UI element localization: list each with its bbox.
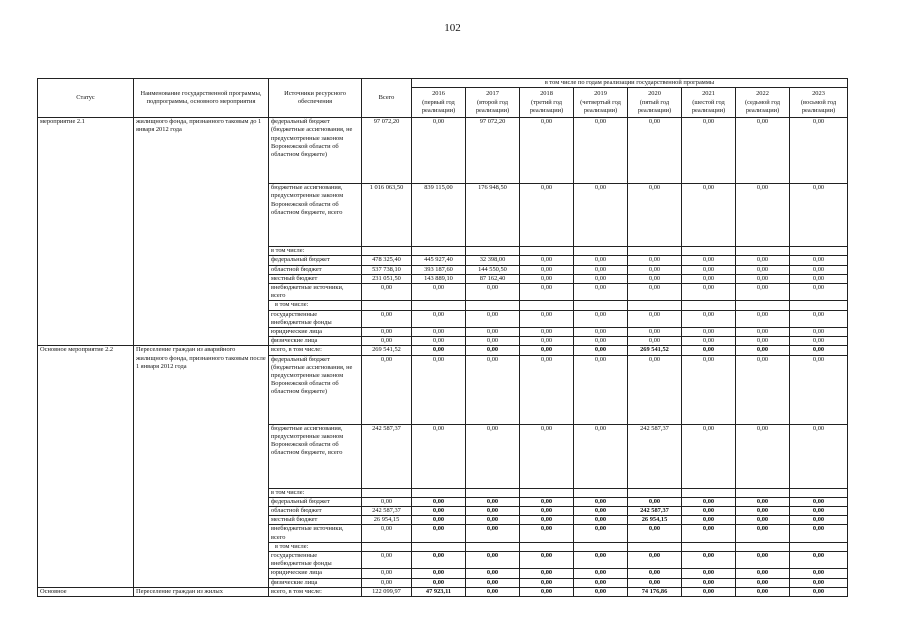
cell-year-2019: 0,00 (574, 525, 628, 542)
cell-year-2016: 839 115,00 (412, 184, 466, 247)
cell-total: 122 099,97 (362, 587, 412, 596)
cell-year-2020: 0,00 (628, 337, 682, 346)
source-label: федеральный бюджет (269, 256, 362, 265)
header-year-label: 2018 (540, 90, 553, 98)
header-year-2017 (466, 88, 520, 118)
cell-year-2016: 0,00 (412, 328, 466, 337)
cell-year-2017: 0,00 (466, 587, 520, 596)
source-label: государственные внебюджетные фонды (269, 552, 362, 569)
header-year-sub: (пятый год реализации) (637, 98, 672, 114)
cell-year-2017: 87 162,40 (466, 274, 520, 283)
source-label: местный бюджет (269, 274, 362, 283)
cell-year-2018: 0,00 (520, 284, 574, 301)
cell-year-2021: 0,00 (682, 587, 736, 596)
header-year-label: 2017 (486, 90, 499, 98)
cell-year-2023: 0,00 (790, 507, 848, 516)
cell-total: 0,00 (362, 497, 412, 506)
cell-year-2016: 445 927,40 (412, 256, 466, 265)
cell-year-2019: 0,00 (574, 265, 628, 274)
cell-year-2017: 176 948,50 (466, 184, 520, 247)
cell-year-2023: 0,00 (790, 274, 848, 283)
cell-year-2018 (520, 301, 574, 310)
source-label: областной бюджет (269, 265, 362, 274)
cell-year-2019: 0,00 (574, 310, 628, 327)
header-year-sub: (третий год реализации) (529, 98, 564, 114)
cell-year-2017: 0,00 (466, 328, 520, 337)
header-year-2018 (520, 88, 574, 118)
cell-total: 478 325,40 (362, 256, 412, 265)
cell-total: 0,00 (362, 569, 412, 578)
cell-year-2020: 242 587,37 (628, 507, 682, 516)
cell-year-2021: 0,00 (682, 310, 736, 327)
cell-year-2020: 74 176,86 (628, 587, 682, 596)
cell-year-2021: 0,00 (682, 424, 736, 488)
cell-year-2021: 0,00 (682, 497, 736, 506)
cell-year-2023: 0,00 (790, 569, 848, 578)
cell-total (362, 247, 412, 256)
cell-year-2018: 0,00 (520, 355, 574, 424)
cell-year-2022: 0,00 (736, 507, 790, 516)
cell-year-2020: 0,00 (628, 118, 682, 184)
cell-total: 242 587,37 (362, 507, 412, 516)
cell-year-2017: 0,00 (466, 552, 520, 569)
cell-total (362, 488, 412, 497)
cell-year-2020 (628, 301, 682, 310)
cell-year-2016: 0,00 (412, 284, 466, 301)
cell-year-2017 (466, 247, 520, 256)
cell-year-2017: 0,00 (466, 569, 520, 578)
source-label: в том числе: (269, 247, 362, 256)
source-label: бюджетные ассигнования, предусмотренные законом Воронежской области об областном бюджете, всего (269, 424, 362, 488)
cell-year-2023 (790, 542, 848, 551)
cell-year-2019: 0,00 (574, 256, 628, 265)
header-years-group: в том числе по годам реализации государственной программы (412, 79, 848, 88)
cell-year-2022: 0,00 (736, 337, 790, 346)
cell-year-2022: 0,00 (736, 284, 790, 301)
cell-year-2019: 0,00 (574, 497, 628, 506)
cell-year-2017: 0,00 (466, 346, 520, 355)
cell-year-2018: 0,00 (520, 569, 574, 578)
cell-year-2016: 0,00 (412, 337, 466, 346)
cell-year-2019: 0,00 (574, 118, 628, 184)
cell-year-2016: 0,00 (412, 355, 466, 424)
cell-year-2022: 0,00 (736, 578, 790, 587)
cell-year-2023: 0,00 (790, 118, 848, 184)
row-status: Основное мероприятие 2.2 (38, 346, 134, 587)
page-number: 102 (444, 22, 461, 34)
header-year-sub: (второй год реализации) (475, 98, 510, 114)
cell-year-2021: 0,00 (682, 516, 736, 525)
source-label: областной бюджет (269, 507, 362, 516)
cell-year-2019: 0,00 (574, 328, 628, 337)
cell-year-2019: 0,00 (574, 337, 628, 346)
cell-year-2018: 0,00 (520, 337, 574, 346)
cell-year-2019: 0,00 (574, 424, 628, 488)
header-year-2021 (682, 88, 736, 118)
cell-year-2021: 0,00 (682, 328, 736, 337)
cell-year-2023: 0,00 (790, 516, 848, 525)
cell-year-2020 (628, 488, 682, 497)
source-label: бюджетные ассигнования, предусмотренные законом Воронежской области об областном бюджете, всего (269, 184, 362, 247)
cell-year-2019: 0,00 (574, 578, 628, 587)
header-year-sub: (восьмой год реализации) (800, 98, 837, 114)
table-row (38, 118, 848, 184)
cell-total: 231 051,50 (362, 274, 412, 283)
cell-year-2023: 0,00 (790, 337, 848, 346)
cell-year-2022 (736, 247, 790, 256)
cell-year-2018: 0,00 (520, 507, 574, 516)
cell-total: 0,00 (362, 310, 412, 327)
cell-year-2016: 0,00 (412, 569, 466, 578)
source-label: всего, в том числе: (269, 587, 362, 596)
cell-year-2021: 0,00 (682, 569, 736, 578)
table-row (38, 346, 848, 355)
cell-year-2019: 0,00 (574, 507, 628, 516)
header-source: Источники ресурсного обеспечения (269, 79, 362, 118)
header-year-label: 2023 (812, 90, 825, 98)
cell-year-2017: 0,00 (466, 310, 520, 327)
cell-total: 0,00 (362, 337, 412, 346)
cell-year-2022: 0,00 (736, 118, 790, 184)
cell-year-2023: 0,00 (790, 328, 848, 337)
cell-year-2019 (574, 542, 628, 551)
header-year-label: 2016 (432, 90, 445, 98)
cell-year-2016: 0,00 (412, 424, 466, 488)
cell-total: 537 738,10 (362, 265, 412, 274)
source-label: внебюджетные источники, всего (269, 525, 362, 542)
cell-year-2016: 0,00 (412, 507, 466, 516)
cell-year-2022: 0,00 (736, 256, 790, 265)
cell-year-2022: 0,00 (736, 310, 790, 327)
cell-year-2020: 242 587,37 (628, 424, 682, 488)
cell-year-2016: 0,00 (412, 578, 466, 587)
cell-year-2018: 0,00 (520, 424, 574, 488)
header-year-2016 (412, 88, 466, 118)
table-row (38, 587, 848, 596)
cell-year-2018: 0,00 (520, 587, 574, 596)
cell-year-2022: 0,00 (736, 328, 790, 337)
cell-year-2021: 0,00 (682, 355, 736, 424)
cell-year-2017 (466, 542, 520, 551)
cell-total: 97 072,20 (362, 118, 412, 184)
cell-year-2021: 0,00 (682, 346, 736, 355)
cell-year-2021 (682, 488, 736, 497)
row-status: Основное (38, 587, 134, 596)
cell-year-2022: 0,00 (736, 274, 790, 283)
cell-year-2022 (736, 301, 790, 310)
cell-year-2018 (520, 542, 574, 551)
source-label: юридические лица (269, 569, 362, 578)
cell-year-2018: 0,00 (520, 118, 574, 184)
cell-year-2020: 269 541,52 (628, 346, 682, 355)
cell-year-2023: 0,00 (790, 346, 848, 355)
cell-year-2021: 0,00 (682, 578, 736, 587)
cell-year-2020: 0,00 (628, 525, 682, 542)
cell-year-2019 (574, 488, 628, 497)
cell-total (362, 301, 412, 310)
header-year-label: 2020 (648, 90, 661, 98)
cell-year-2022: 0,00 (736, 346, 790, 355)
source-label: физические лица (269, 337, 362, 346)
header-year-sub: (четвертый год реализации) (580, 98, 621, 114)
cell-total: 0,00 (362, 328, 412, 337)
cell-year-2016 (412, 488, 466, 497)
cell-year-2023: 0,00 (790, 284, 848, 301)
source-label: в том числе: (269, 301, 362, 310)
cell-year-2022: 0,00 (736, 424, 790, 488)
cell-year-2020: 26 954,15 (628, 516, 682, 525)
header-total: Всего (362, 79, 412, 118)
cell-year-2023: 0,00 (790, 355, 848, 424)
cell-year-2018: 0,00 (520, 310, 574, 327)
cell-year-2022: 0,00 (736, 497, 790, 506)
cell-year-2022 (736, 542, 790, 551)
cell-year-2021: 0,00 (682, 337, 736, 346)
header-year-2020 (628, 88, 682, 118)
cell-year-2023 (790, 247, 848, 256)
cell-year-2023: 0,00 (790, 424, 848, 488)
cell-year-2023: 0,00 (790, 256, 848, 265)
cell-year-2021: 0,00 (682, 184, 736, 247)
source-label: внебюджетные источники, всего (269, 284, 362, 301)
budget-table (37, 78, 848, 597)
cell-year-2017 (466, 488, 520, 497)
cell-total: 0,00 (362, 552, 412, 569)
cell-year-2023: 0,00 (790, 265, 848, 274)
cell-year-2022: 0,00 (736, 587, 790, 596)
source-label: в том числе: (269, 542, 362, 551)
cell-year-2021: 0,00 (682, 274, 736, 283)
cell-year-2023: 0,00 (790, 552, 848, 569)
source-label: местный бюджет (269, 516, 362, 525)
source-label: государственные внебюджетные фонды (269, 310, 362, 327)
cell-total: 1 016 063,50 (362, 184, 412, 247)
cell-year-2022 (736, 488, 790, 497)
cell-year-2017: 0,00 (466, 507, 520, 516)
cell-year-2020: 0,00 (628, 310, 682, 327)
cell-year-2017: 0,00 (466, 525, 520, 542)
source-label: федеральный бюджет (бюджетные ассигнования, не предусмотренные законом Воронежской области об областном бюджете) (269, 355, 362, 424)
header-year-sub: (первый год реализации) (421, 98, 456, 114)
cell-year-2020: 0,00 (628, 265, 682, 274)
cell-year-2021: 0,00 (682, 118, 736, 184)
cell-year-2019: 0,00 (574, 587, 628, 596)
row-program-name: жилищного фонда, признанного таковым до 1 января 2012 года (134, 118, 269, 346)
cell-total (362, 542, 412, 551)
cell-year-2016: 0,00 (412, 497, 466, 506)
cell-year-2022: 0,00 (736, 184, 790, 247)
cell-year-2018: 0,00 (520, 552, 574, 569)
cell-year-2017: 0,00 (466, 284, 520, 301)
cell-year-2019: 0,00 (574, 355, 628, 424)
cell-year-2019: 0,00 (574, 346, 628, 355)
cell-year-2023: 0,00 (790, 525, 848, 542)
cell-year-2021: 0,00 (682, 265, 736, 274)
header-year-sub: (седьмой год реализации) (745, 98, 780, 114)
cell-year-2021 (682, 301, 736, 310)
cell-year-2018 (520, 247, 574, 256)
header-year-2019 (574, 88, 628, 118)
cell-year-2018: 0,00 (520, 346, 574, 355)
cell-year-2021 (682, 542, 736, 551)
source-label: физические лица (269, 578, 362, 587)
cell-year-2022: 0,00 (736, 265, 790, 274)
cell-year-2018: 0,00 (520, 256, 574, 265)
cell-total: 242 587,37 (362, 424, 412, 488)
cell-year-2016: 0,00 (412, 346, 466, 355)
header-name: Наименование государственной программы, подпрограммы, основного мероприятия (134, 79, 269, 118)
header-status: Статус (38, 79, 134, 118)
cell-year-2017: 0,00 (466, 497, 520, 506)
cell-year-2016 (412, 247, 466, 256)
header-year-label: 2022 (756, 90, 769, 98)
cell-year-2019: 0,00 (574, 552, 628, 569)
cell-year-2018: 0,00 (520, 516, 574, 525)
cell-year-2020: 0,00 (628, 552, 682, 569)
cell-total: 0,00 (362, 578, 412, 587)
cell-year-2017 (466, 301, 520, 310)
cell-year-2017: 0,00 (466, 337, 520, 346)
cell-year-2020 (628, 542, 682, 551)
cell-year-2020: 0,00 (628, 497, 682, 506)
cell-year-2018: 0,00 (520, 274, 574, 283)
cell-total: 26 954,15 (362, 516, 412, 525)
cell-year-2021: 0,00 (682, 507, 736, 516)
cell-year-2017: 144 550,50 (466, 265, 520, 274)
cell-year-2018: 0,00 (520, 265, 574, 274)
cell-year-2020: 0,00 (628, 256, 682, 265)
cell-year-2020: 0,00 (628, 274, 682, 283)
cell-year-2019: 0,00 (574, 274, 628, 283)
cell-year-2021: 0,00 (682, 256, 736, 265)
cell-year-2022: 0,00 (736, 552, 790, 569)
cell-year-2019: 0,00 (574, 569, 628, 578)
cell-year-2017: 32 398,00 (466, 256, 520, 265)
cell-year-2018: 0,00 (520, 328, 574, 337)
cell-year-2022: 0,00 (736, 525, 790, 542)
cell-year-2016: 0,00 (412, 118, 466, 184)
header-year-sub: (шестой год реализации) (691, 98, 726, 114)
source-label: в том числе: (269, 488, 362, 497)
cell-total: 0,00 (362, 355, 412, 424)
cell-year-2017: 0,00 (466, 355, 520, 424)
cell-year-2018 (520, 488, 574, 497)
cell-total: 0,00 (362, 284, 412, 301)
cell-year-2020: 0,00 (628, 328, 682, 337)
cell-year-2018: 0,00 (520, 497, 574, 506)
header-year-2022 (736, 88, 790, 118)
cell-year-2017: 0,00 (466, 578, 520, 587)
cell-year-2019 (574, 247, 628, 256)
cell-year-2017: 0,00 (466, 424, 520, 488)
cell-year-2022: 0,00 (736, 516, 790, 525)
cell-year-2023 (790, 488, 848, 497)
cell-year-2016: 143 889,10 (412, 274, 466, 283)
cell-year-2018: 0,00 (520, 578, 574, 587)
cell-year-2019: 0,00 (574, 516, 628, 525)
source-label: всего, в том числе: (269, 346, 362, 355)
header-year-label: 2019 (594, 90, 607, 98)
cell-year-2021 (682, 247, 736, 256)
cell-year-2022: 0,00 (736, 355, 790, 424)
cell-year-2023: 0,00 (790, 497, 848, 506)
cell-year-2016: 0,00 (412, 552, 466, 569)
cell-year-2016 (412, 301, 466, 310)
cell-total: 269 541,52 (362, 346, 412, 355)
row-program-name: Переселение граждан из жилых (134, 587, 269, 596)
cell-year-2020: 0,00 (628, 569, 682, 578)
cell-year-2019: 0,00 (574, 284, 628, 301)
cell-year-2023: 0,00 (790, 587, 848, 596)
cell-year-2020: 0,00 (628, 284, 682, 301)
cell-year-2017: 0,00 (466, 516, 520, 525)
header-year-2023 (790, 88, 848, 118)
cell-year-2019 (574, 301, 628, 310)
cell-year-2022: 0,00 (736, 569, 790, 578)
cell-year-2016: 0,00 (412, 516, 466, 525)
cell-year-2021: 0,00 (682, 552, 736, 569)
cell-year-2023 (790, 301, 848, 310)
cell-year-2020: 0,00 (628, 578, 682, 587)
cell-year-2023: 0,00 (790, 184, 848, 247)
cell-year-2021: 0,00 (682, 284, 736, 301)
cell-year-2023: 0,00 (790, 578, 848, 587)
row-status: мероприятие 2.1 (38, 118, 134, 346)
cell-total: 0,00 (362, 525, 412, 542)
cell-year-2021: 0,00 (682, 525, 736, 542)
cell-year-2020: 0,00 (628, 355, 682, 424)
cell-year-2016: 0,00 (412, 525, 466, 542)
source-label: юридические лица (269, 328, 362, 337)
source-label: федеральный бюджет (269, 497, 362, 506)
cell-year-2016: 393 187,60 (412, 265, 466, 274)
cell-year-2020: 0,00 (628, 184, 682, 247)
cell-year-2019: 0,00 (574, 184, 628, 247)
header-year-label: 2021 (702, 90, 715, 98)
cell-year-2023: 0,00 (790, 310, 848, 327)
cell-year-2016 (412, 542, 466, 551)
cell-year-2017: 97 072,20 (466, 118, 520, 184)
cell-year-2018: 0,00 (520, 525, 574, 542)
row-program-name: Переселение граждан из аварийного жилищного фонда, признанного таковым после 1 января 2012 года (134, 346, 269, 587)
cell-year-2018: 0,00 (520, 184, 574, 247)
cell-year-2016: 47 923,11 (412, 587, 466, 596)
cell-year-2016: 0,00 (412, 310, 466, 327)
source-label: федеральный бюджет (бюджетные ассигнования, не предусмотренные законом Воронежской области об областном бюджете) (269, 118, 362, 184)
cell-year-2020 (628, 247, 682, 256)
